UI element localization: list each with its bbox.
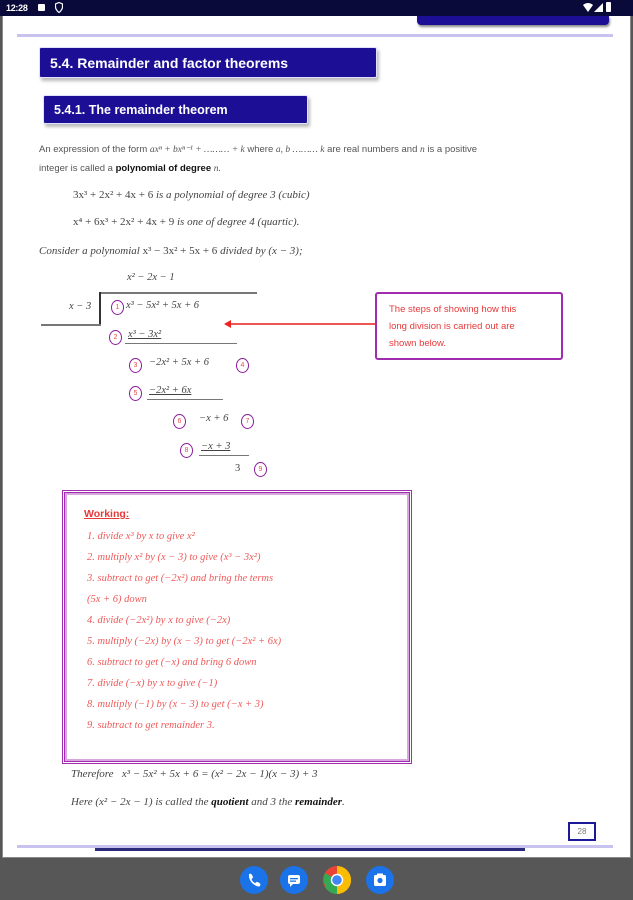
step-marker-1: 1 (111, 300, 124, 315)
example-quartic: x⁴ + 6x³ + 2x² + 4x + 9 is one of degree 4 (quartic). (73, 216, 300, 228)
document-page[interactable] (2, 16, 631, 858)
divisor: x − 3 (69, 301, 92, 312)
step-marker-6: 6 (173, 414, 186, 429)
step-marker-7: 7 (241, 414, 254, 429)
section-title: 5.4. Remainder and factor theorems (39, 47, 377, 78)
step-marker-3: 3 (129, 358, 142, 373)
example-cubic: 3x³ + 2x² + 4x + 6 is a polynomial of degree 3 (cubic) (73, 189, 310, 201)
working-step: 9. subtract to get remainder 3. (87, 720, 215, 731)
wifi-icon (583, 3, 593, 14)
subsection-title: 5.4.1. The remainder theorem (43, 95, 308, 124)
messages-icon (280, 866, 308, 894)
dividend: x³ − 5x² + 5x + 6 (126, 300, 200, 311)
intro-line-2: integer is called a polynomial of degree n. (39, 163, 221, 174)
shield-icon (55, 2, 63, 15)
step-marker-5: 5 (129, 386, 142, 401)
step5-underline (147, 399, 223, 400)
notification-square-icon (38, 4, 45, 11)
polynomial-of-degree-term: polynomial of degree (115, 163, 214, 174)
top-divider (17, 34, 613, 37)
working-step: 3. subtract to get (−2x²) and bring the terms (87, 573, 274, 584)
step5-expression: −2x² + 6x (149, 385, 192, 396)
callout-arrow (229, 323, 375, 325)
arrow-head-icon (224, 320, 231, 328)
therefore-line: Therefore x³ − 5x² + 5x + 6 = (x² − 2x − 1)(x − 3) + 3 (71, 768, 318, 780)
working-step: 8. multiply (−1) by (x − 3) to get (−x + 3) (87, 699, 264, 710)
dock-phone-app[interactable] (240, 866, 268, 894)
camera-icon (366, 866, 394, 894)
dock-messages-app[interactable] (280, 866, 308, 894)
step8-underline (199, 455, 249, 456)
quotient: x² − 2x − 1 (127, 272, 175, 283)
remainder: 3 (235, 463, 241, 474)
working-step: 7. divide (−x) by x to give (−1) (87, 678, 218, 689)
division-bar (100, 292, 257, 294)
battery-icon (606, 2, 611, 12)
division-bracket (99, 292, 101, 325)
step8-expression: −x + 3 (201, 441, 231, 452)
step-marker-9: 9 (254, 462, 267, 477)
working-box (62, 490, 412, 764)
step-marker-8: 8 (180, 443, 193, 458)
working-step: (5x + 6) down (87, 594, 147, 605)
working-step: 4. divide (−2x²) by x to give (−2x) (87, 615, 231, 626)
quotient-term: quotient (211, 796, 249, 808)
page-number: 28 (568, 822, 596, 841)
consider-line: Consider a polynomial x³ − 3x² + 5x + 6 divided by (x − 3); (39, 245, 303, 257)
dock-camera-app[interactable] (366, 866, 394, 894)
polynomial-form: axⁿ + bxⁿ⁻¹ + ……… + k (149, 145, 245, 155)
working-step: 6. subtract to get (−x) and bring 6 down (87, 657, 257, 668)
working-title: Working: (84, 508, 130, 520)
step-marker-2: 2 (109, 330, 122, 345)
step-marker-4: 4 (236, 358, 249, 373)
clock: 12:28 (6, 3, 28, 13)
step3-expression: −2x² + 5x + 6 (149, 357, 209, 368)
callout-box: The steps of showing how this long division is carried out are shown below. (375, 292, 563, 360)
horizontal-scrollbar[interactable] (95, 848, 525, 851)
working-step: 2. multiply x² by (x − 3) to give (x³ − 3x²) (87, 552, 261, 563)
chrome-icon (323, 866, 351, 894)
phone-icon (240, 866, 268, 894)
previous-section-banner (417, 16, 609, 25)
dock-chrome-app[interactable] (323, 866, 351, 894)
signal-icon (594, 3, 603, 14)
here-line: Here (x² − 2x − 1) is called the quotient and 3 the remainder. (71, 796, 345, 808)
divisor-underline (41, 324, 101, 326)
intro-line-1: An expression of the form axⁿ + bxⁿ⁻¹ + ……… + k where a, b ……… k are real numbers and n is a positive (39, 144, 478, 155)
step6-expression: −x + 6 (199, 413, 229, 424)
working-step: 1. divide x³ by x to give x² (87, 531, 195, 542)
status-bar (0, 0, 633, 16)
working-step: 5. multiply (−2x) by (x − 3) to get (−2x² + 6x) (87, 636, 282, 647)
step2-expression: x³ − 3x² (128, 329, 162, 340)
remainder-term: remainder (294, 796, 343, 808)
step2-underline (125, 343, 237, 344)
